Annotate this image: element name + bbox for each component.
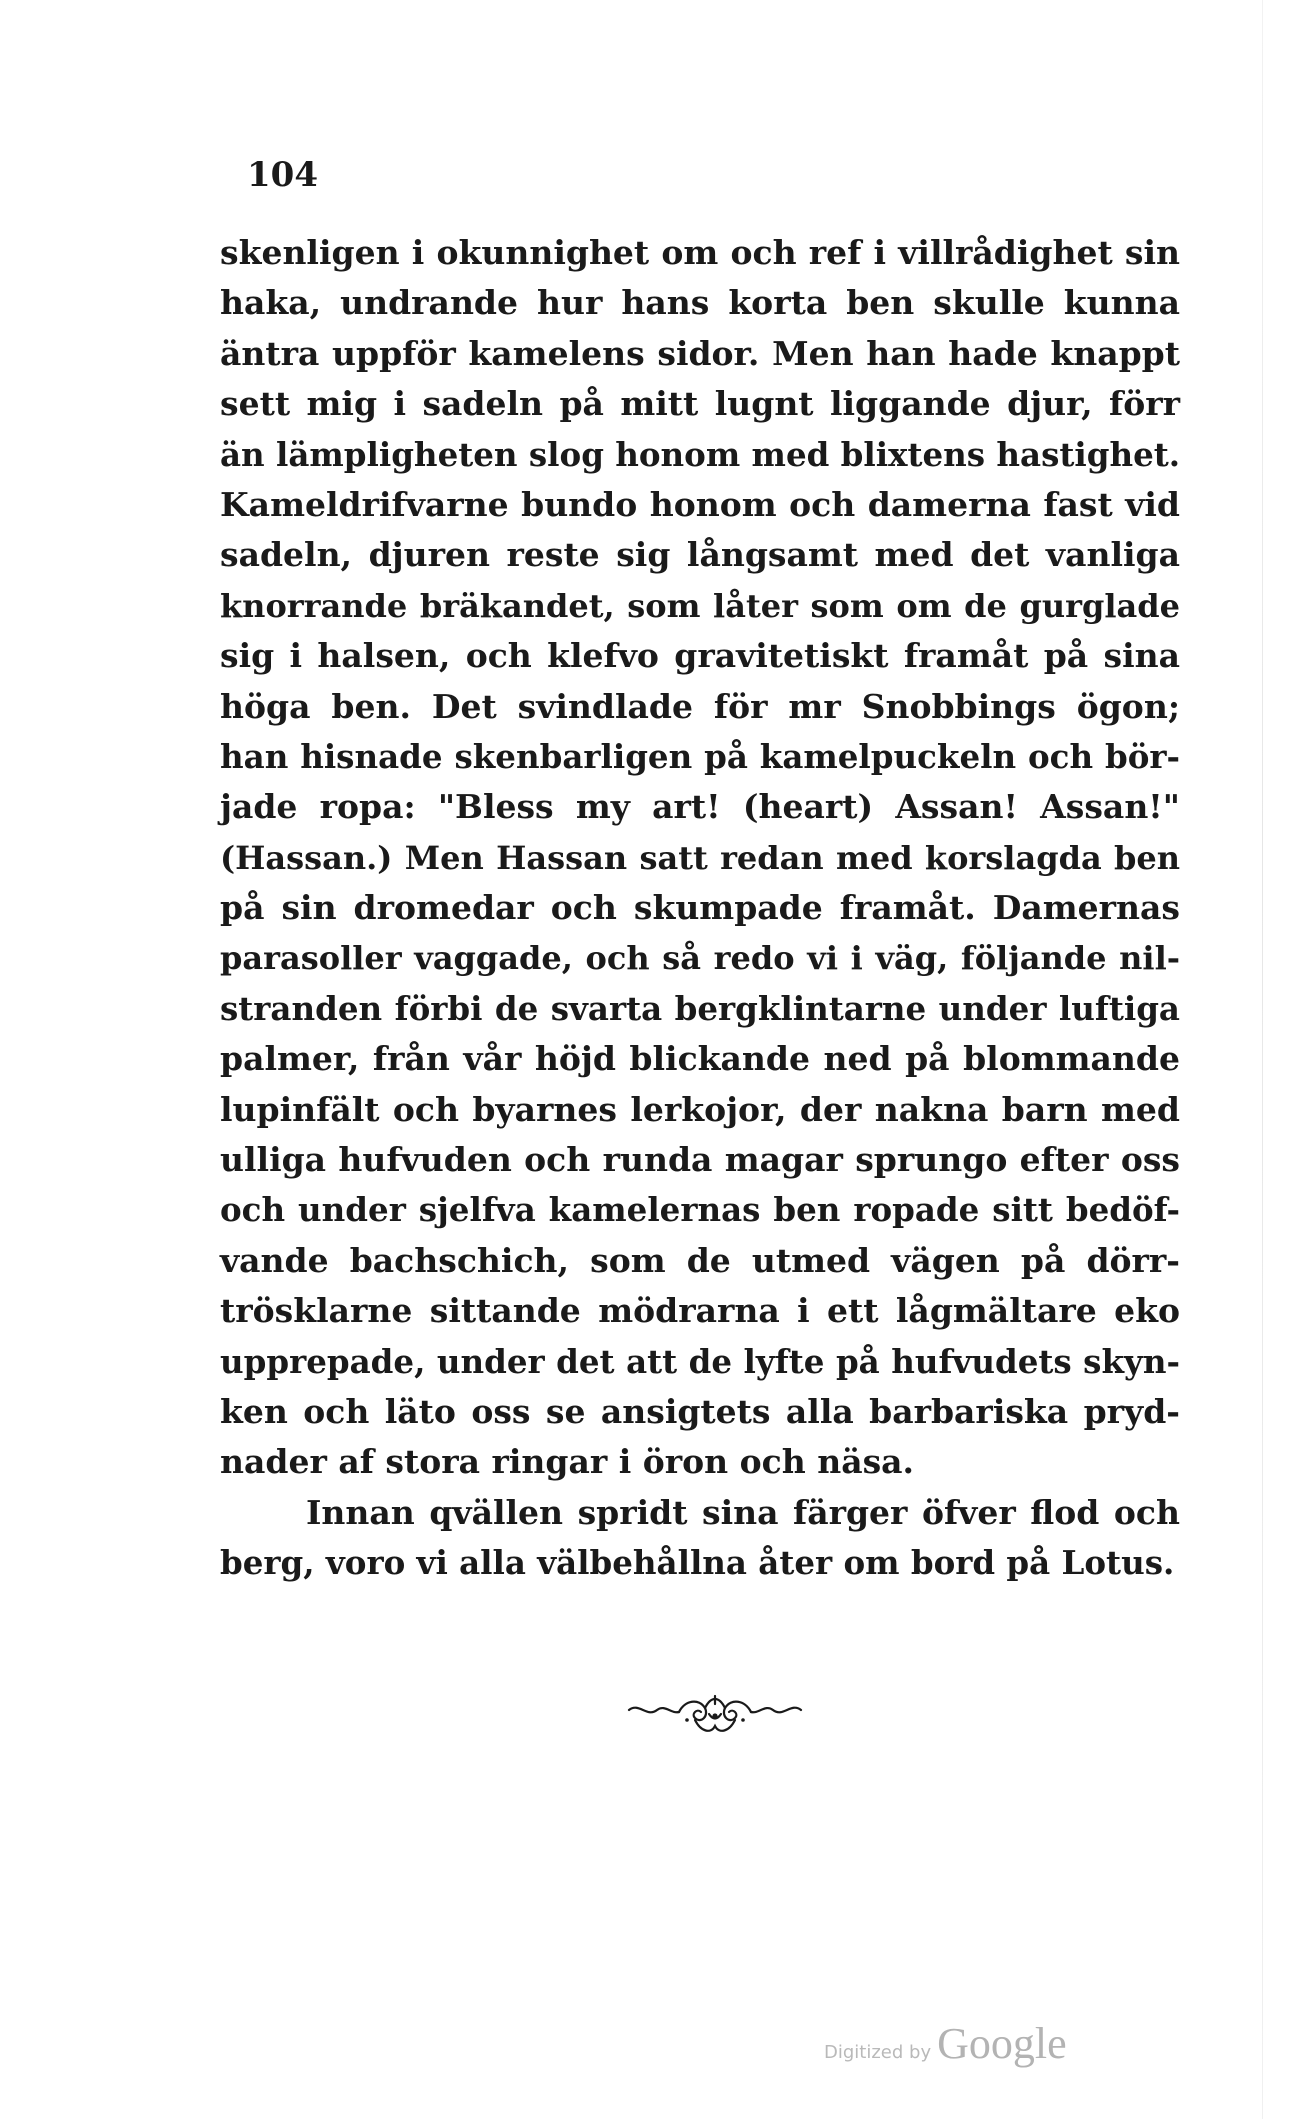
text-line: (Hassan.) Men Hassan satt redan med korslagda ben <box>220 838 1180 877</box>
text-line: haka, undrande hur hans korta ben skulle kunna <box>220 283 1180 323</box>
text-line: jade ropa: "Bless my art! (heart) Assan! Assan!" <box>220 787 1180 827</box>
text-line: Innan qvällen spridt sina färger öfver flod och <box>306 1492 1180 1532</box>
text-line: stranden förbi de svarta bergklintarne under luftiga <box>220 988 1180 1028</box>
text-line: och under sjelfva kamelernas ben ropade sitt bedöf- <box>220 1190 1180 1230</box>
google-logo: Google <box>937 2019 1067 2068</box>
text-line: upprepade, under det att de lyfte på hufvudets skyn- <box>220 1341 1180 1381</box>
text-line: knorrande bräkandet, som låter som om de gurglade <box>220 586 1180 625</box>
ornament-icon <box>625 1690 805 1736</box>
text-line: höga ben. Det svindlade för mr Snobbings ögon; <box>220 686 1180 726</box>
text-line: än lämpligheten slog honom med blixtens hastighet. <box>220 434 1181 474</box>
text-line: vande bachschich, som de utmed vägen på dörr- <box>220 1240 1180 1280</box>
body-text <box>220 228 1180 1589</box>
text-line: han hisnade skenbarligen på kamelpuckeln och bör- <box>220 736 1180 776</box>
text-line: ken och läto oss se ansigtets alla barbariska pryd- <box>220 1391 1180 1431</box>
page-number: 104 <box>247 155 318 195</box>
text-line: sig i halsen, och klefvo gravitetiskt framåt på sina <box>220 636 1180 676</box>
text-line: skenligen i okunnighet om och ref i villrådighet sin <box>220 233 1180 272</box>
text-line: parasoller vaggade, och så redo vi i väg, följande nil- <box>220 939 1180 978</box>
text-line: ulliga hufvuden och runda magar sprungo efter oss <box>220 1140 1180 1180</box>
text-line: sett mig i sadeln på mitt lugnt liggande djur, förr <box>220 384 1180 424</box>
text-line: trösklarne sittande mödrarna i ett lågmältare eko <box>220 1291 1180 1331</box>
watermark-prefix: Digitized by <box>824 2042 932 2063</box>
scan-edge-line <box>1262 0 1263 2119</box>
text-line: äntra uppför kamelens sidor. Men han hade knappt <box>220 333 1180 373</box>
digitized-by-google-watermark <box>824 2018 1067 2069</box>
text-line: på sin dromedar och skumpade framåt. Damernas <box>220 888 1180 928</box>
text-line: lupinfält och byarnes lerkojor, der nakna barn med <box>220 1089 1180 1129</box>
text-line: berg, voro vi alla välbehållna åter om bord på Lotus. <box>220 1543 1175 1583</box>
text-line: palmer, från vår höjd blickande ned på blommande <box>220 1039 1180 1079</box>
text-line: Kameldrifvarne bundo honom och damerna fast vid <box>220 484 1180 524</box>
text-line: nader af stora ringar i öron och näsa. <box>220 1442 915 1482</box>
text-line: sadeln, djuren reste sig långsamt med det vanliga <box>220 535 1180 575</box>
